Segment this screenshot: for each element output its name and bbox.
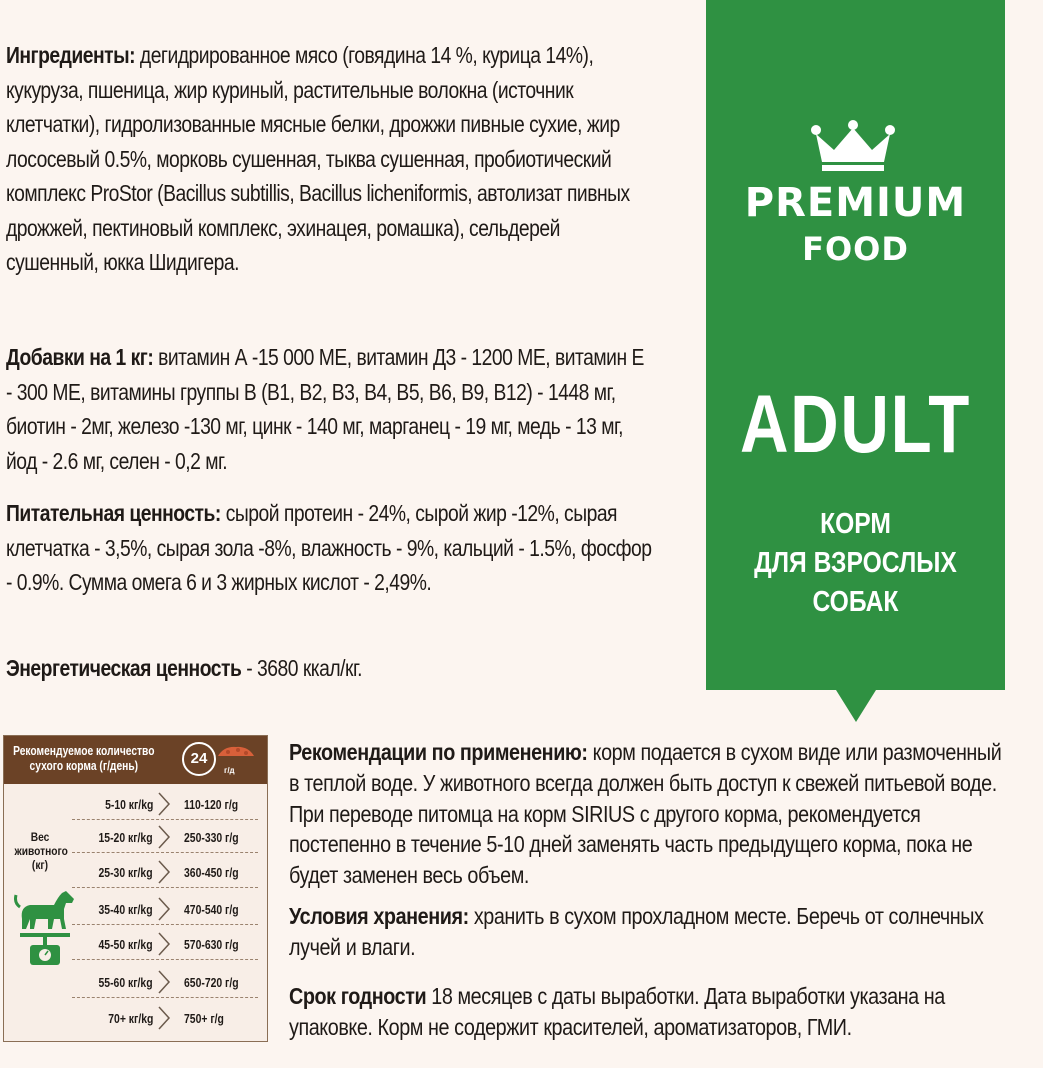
row-amount: 470-540 г/g bbox=[184, 902, 239, 917]
table-row bbox=[72, 1003, 258, 1033]
row-amount: 570-630 г/g bbox=[184, 937, 239, 952]
row-amount: 110-120 г/g bbox=[184, 797, 239, 812]
weight-label: Вес животного (кг) bbox=[14, 830, 68, 872]
storage-paragraph bbox=[289, 901, 1016, 963]
chevron-right-icon bbox=[156, 896, 172, 922]
row-weight: 35-40 кг/kg bbox=[98, 902, 153, 917]
additives-text: витамин А -15 000 МЕ, витамин Д3 - 1200 МЕ, витамин Е - 300 МЕ, витамины группы В (B1, B2, B3, B4, B5, B6, B9, B12) - 1448 мг, биотин - 2мг, железо -130 мг, цинк - 140 мг, марганец - 19 мг, медь - 13 мг, йод - 2.6 мг, селен - 0,2 мг. bbox=[6, 344, 644, 474]
row-amount: 360-450 г/g bbox=[184, 865, 239, 880]
feeding-badge: 24 bbox=[182, 742, 216, 776]
usage-text: корм подается в сухом виде или размоченный в теплой воде. У животного всегда должен быть доступ к свежей питьевой воде. При переводе питомца на корм SIRIUS с другого корма, рекомендуется постепенно в течение 5-10 дней заменять часть предыдущего корма, пока не будет заменен весь объем. bbox=[289, 739, 1002, 889]
chevron-right-icon bbox=[156, 931, 172, 957]
dog-on-scale-icon bbox=[14, 885, 76, 971]
row-weight: 15-20 кг/kg bbox=[98, 830, 153, 845]
usage-label: Рекомендации по применению: bbox=[289, 739, 588, 765]
row-amount: 750+ г/g bbox=[184, 1011, 224, 1026]
premium-label: PREMIUM bbox=[744, 180, 967, 226]
shelf-label: Срок годности bbox=[289, 983, 427, 1009]
table-row bbox=[72, 822, 258, 853]
chevron-right-icon bbox=[156, 1005, 172, 1031]
usage-paragraph bbox=[289, 737, 1016, 891]
row-weight: 55-60 кг/kg bbox=[98, 975, 153, 990]
storage-text: хранить в сухом прохладном месте. Беречь от солнечных лучей и влаги. bbox=[289, 903, 984, 960]
nutrition-label: Питательная ценность: bbox=[6, 500, 221, 526]
banner-subtitle-line1: КОРМ bbox=[820, 508, 891, 540]
badge-unit: г/д bbox=[224, 766, 235, 775]
energy-text: - 3680 ккал/кг. bbox=[241, 655, 363, 681]
chevron-right-icon bbox=[156, 859, 172, 885]
nutrition-paragraph bbox=[6, 496, 653, 600]
ingredients-label: Ингредиенты: bbox=[6, 42, 136, 68]
chevron-right-icon bbox=[156, 824, 172, 850]
ingredients-text: дегидрированное мясо (говядина 14 %, курица 14%), кукуруза, пшеница, жир куриный, растительные волокна (источник клетчатки), гидролизованные мясные белки, дрожжи пивные сухие, жир лососевый 0.5%, морковь сушенная, тыква сушенная, пробиотический комплекс ProStor (Bacillus subtillis, Bacillus licheniformis, автолизат пивных дрожжей, пектиновый комплекс, эхинацея, ромашка), сельдерей сушенный, юкка Шидигера. bbox=[6, 42, 630, 275]
additives-paragraph bbox=[6, 340, 653, 478]
storage-label: Условия хранения: bbox=[289, 903, 469, 929]
feeding-table-header bbox=[4, 736, 267, 784]
shelf-text: 18 месяцев с даты выработки. Дата выработки указана на упаковке. Корм не содержит красителей, ароматизаторов, ГМИ. bbox=[289, 983, 945, 1040]
row-weight: 45-50 кг/kg bbox=[98, 937, 153, 952]
bowl-icon bbox=[214, 744, 258, 766]
chevron-right-icon bbox=[156, 791, 172, 817]
crown-icon bbox=[810, 120, 896, 172]
adult-label: ADULT bbox=[739, 379, 972, 470]
row-weight: 70+ кг/kg bbox=[107, 1011, 153, 1026]
banner-subtitle-line3: СОБАК bbox=[812, 586, 899, 618]
nutrition-text: сырой протеин - 24%, сырой жир -12%, сырая клетчатка - 3,5%, сырая зола -8%, влажность - 9%, кальций - 1.5%, фосфор - 0.9%. Сумма омега 6 и 3 жирных кислот - 2,49%. bbox=[6, 500, 652, 595]
row-weight: 25-30 кг/kg bbox=[98, 865, 153, 880]
additives-label: Добавки на 1 кг: bbox=[6, 344, 154, 370]
energy-label: Энергетическая ценность bbox=[6, 655, 242, 681]
feeding-table-title: Рекомендуемое количество сухого корма (г/день) bbox=[13, 744, 155, 773]
row-weight: 5-10 кг/kg bbox=[104, 797, 153, 812]
table-row bbox=[72, 857, 258, 888]
table-row bbox=[72, 929, 258, 960]
row-amount: 650-720 г/g bbox=[184, 975, 239, 990]
row-amount: 250-330 г/g bbox=[184, 830, 239, 845]
table-row bbox=[72, 789, 258, 820]
shelf-life-paragraph bbox=[289, 981, 1016, 1043]
table-row bbox=[72, 894, 258, 925]
energy-paragraph bbox=[6, 651, 653, 686]
table-row bbox=[72, 967, 258, 998]
banner-subtitle-line2: ДЛЯ ВЗРОСЛЫХ bbox=[754, 547, 957, 579]
food-label: FOOD bbox=[802, 230, 909, 268]
chevron-right-icon bbox=[156, 969, 172, 995]
ingredients-paragraph bbox=[6, 38, 644, 280]
